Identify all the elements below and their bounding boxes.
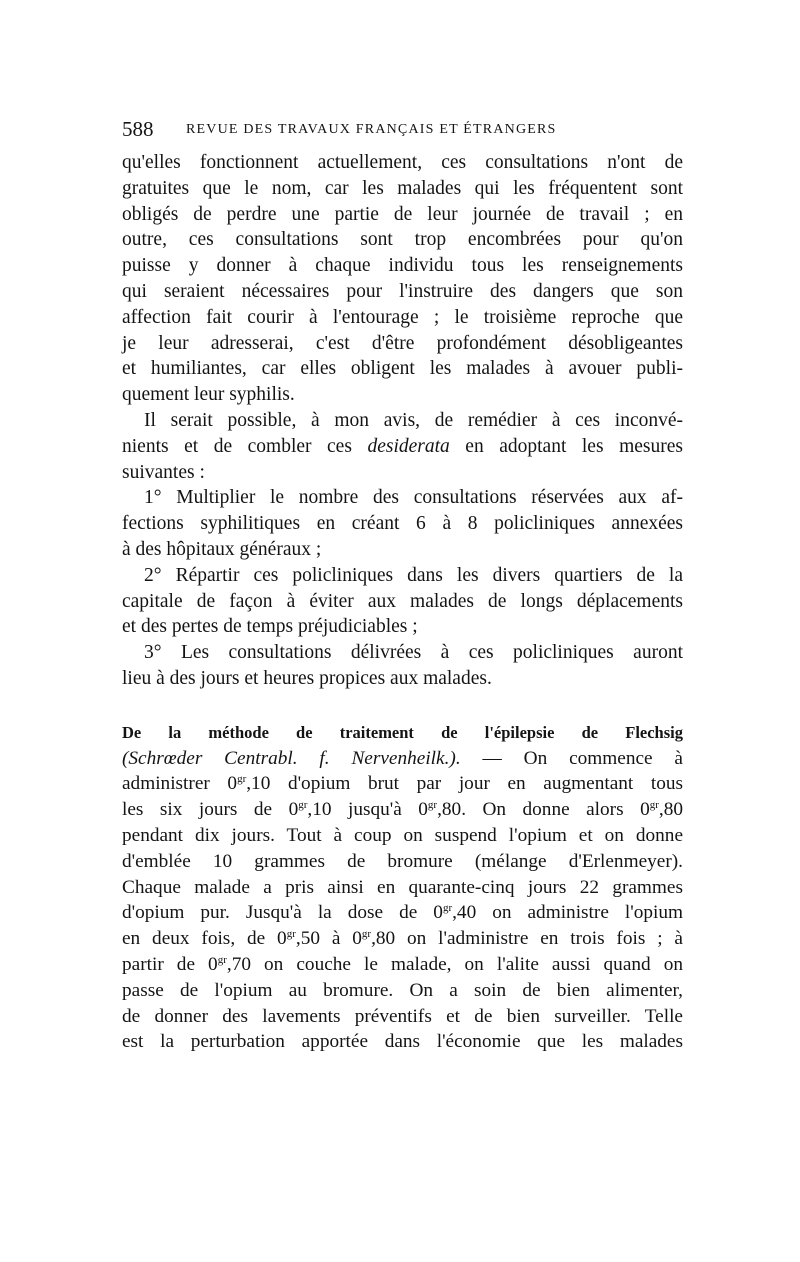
- text-line: [122, 746, 683, 772]
- text-line: gratuites que le nom, car les malades qui les fréquentent sont: [122, 177, 683, 199]
- text-line: je leur adresserai, c'est d'être profondément désobligeantes: [122, 332, 683, 354]
- text-line: fections syphilitiques en créant 6 à 8 policliniques annexées: [122, 513, 683, 535]
- text-run: nients et de combler ces: [122, 435, 368, 457]
- paragraph: [122, 150, 683, 408]
- source-citation: (Schrœder Centrabl. f. Nervenheilk.).: [122, 747, 461, 769]
- text-line: de donner des lavements préventifs et de bien surveiller. Telle: [122, 1005, 683, 1027]
- text-line: est la perturbation apportée dans l'économie que les malades: [122, 1031, 683, 1053]
- text-line: quement leur syphilis.: [122, 384, 295, 406]
- list-item: 2° Répartir ces policliniques dans les divers quartiers de la: [144, 564, 683, 586]
- text-line: lieu à des jours et heures propices aux malades.: [122, 667, 492, 689]
- text-run: d'opium pur. Jusqu'à la dose de 0: [122, 902, 443, 924]
- text-line: et des pertes de temps préjudiciables ;: [122, 616, 418, 638]
- text-line: passe de l'opium au bromure. On a soin de bien alimenter,: [122, 979, 683, 1001]
- text-run: ,10 jusqu'à 0: [307, 799, 428, 821]
- text-run: ,80 on l'administre en trois fois ; à: [371, 928, 683, 950]
- text-line: [122, 900, 683, 926]
- page-number: 588: [122, 117, 154, 141]
- unit-superscript: gr: [361, 928, 372, 941]
- section-gap: [122, 692, 683, 720]
- text-run: ,10 d'opium brut par jour en augmentant tous: [246, 773, 683, 795]
- text-run: ,70 on couche le malade, on l'alite aussi quand on: [226, 953, 684, 975]
- unit-superscript: gr: [217, 953, 227, 966]
- text-line: et humiliantes, car elles obligent les malades à avouer publi-: [122, 358, 683, 380]
- paragraph: [122, 408, 683, 485]
- body-text: [122, 150, 683, 1055]
- text-run: en deux fois, de 0: [122, 928, 287, 950]
- text-line: [122, 771, 683, 797]
- text-line: affection fait courir à l'entourage ; le troisième reproche que: [122, 306, 683, 328]
- list-item: 1° Multiplier le nombre des consultations réservées aux af-: [144, 487, 683, 509]
- text-line: suivantes :: [122, 461, 205, 483]
- text-line: pendant dix jours. Tout à coup on suspend l'opium et on donne: [122, 824, 683, 846]
- unit-superscript: gr: [649, 799, 659, 812]
- article-section: [122, 720, 683, 1055]
- text-run: — On commence à: [460, 747, 683, 769]
- unit-superscript: gr: [442, 902, 453, 915]
- text-run: en adoptant les mesures: [449, 435, 683, 457]
- numbered-list: [122, 485, 683, 691]
- text-line: Chaque malade a pris ainsi en quarante-cinq jours 22 grammes: [122, 876, 683, 898]
- text-run: administrer 0: [122, 773, 238, 795]
- text-line: qu'elles fonctionnent actuellement, ces consultations n'ont de: [122, 152, 683, 173]
- text-run: ,40 on administre l'opium: [452, 902, 683, 924]
- unit-superscript: gr: [237, 773, 247, 786]
- text-run: partir de 0: [122, 953, 218, 975]
- text-line: [122, 952, 683, 978]
- text-line: [122, 926, 683, 952]
- unit-superscript: gr: [298, 799, 308, 812]
- text-run: ,50 à 0: [295, 928, 362, 950]
- italic-term: desiderata: [367, 435, 450, 457]
- text-line: obligés de perdre une partie de leur journée de travail ; en: [122, 203, 683, 225]
- text-line: puisse y donner à chaque individu tous les renseignements: [122, 255, 683, 277]
- unit-superscript: gr: [286, 928, 296, 941]
- text-line: [122, 434, 683, 460]
- text-run: ,80. On donne alors 0: [437, 799, 650, 821]
- text-line: outre, ces consultations sont trop encombrées pour qu'on: [122, 229, 683, 251]
- text-run: ,80: [658, 799, 684, 821]
- page-header: [122, 114, 682, 144]
- text-line: à des hôpitaux généraux ;: [122, 538, 322, 560]
- section-title: De la méthode de traitement de l'épilepsie de Flechsig: [122, 722, 683, 742]
- list-item: 3° Les consultations délivrées à ces policliniques auront: [144, 642, 683, 664]
- text-line: qui seraient nécessaires pour l'instruire des dangers que son: [122, 280, 683, 302]
- text-line: d'emblée 10 grammes de bromure (mélange d'Erlenmeyer).: [122, 850, 683, 872]
- running-head: REVUE DES TRAVAUX FRANÇAIS ET ÉTRANGERS: [186, 122, 557, 137]
- text-line: [122, 797, 683, 823]
- text-line: capitale de façon à éviter aux malades de longs déplacements: [122, 590, 683, 612]
- text-line: Il serait possible, à mon avis, de remédier à ces inconvé-: [144, 409, 683, 431]
- text-run: les six jours de 0: [122, 799, 299, 821]
- unit-superscript: gr: [427, 799, 438, 812]
